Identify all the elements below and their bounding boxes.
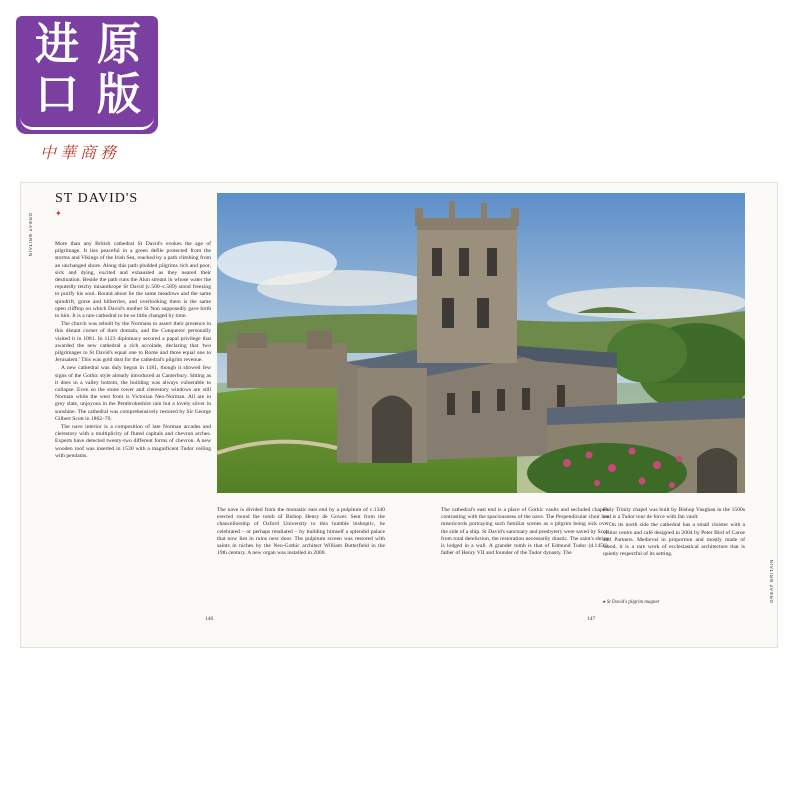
paragraph: Holy Trinity chapel was built by Bishop Vaughan in the 1500s and is a Tudor tour de force with fan vault. [603,507,745,521]
paragraph: The church was rebuilt by the Normans to assert their presence in this distant corner of their domain, and the Conqueror personally visited it in 1081. In 1123 diplomacy secured a papal privilege that awarded the new cathedral a rich accolade, declaring that 'two pilgrimages to St David's equal one to Rome and three equal one to Jerusalem.' This was gold dust for the cathedral's pilgrim revenue. [55,321,211,364]
book-spread [20,182,778,648]
cathedral-illustration [217,193,745,493]
paragraph: A new cathedral was duly begun in 1181, though it showed few signs of the Gothic style already introduced at Canterbury. Sitting as it does in a valley bottom, the building was always vulnerable to collapse. Even so the stone tower and clerestory windows are still Norman while the west front is Victorian Neo-Norman. All are in grey slate, unjoyous in the Pembrokeshire rain but a lovely silver in sunshine. The cathedral was comprehensively restored by Sir George Gilbert Scott in 1862–70. [55,365,211,422]
side-label-left: GREAT BRITAIN [28,213,33,258]
badge-char-4: 版 [97,69,141,120]
text-column-1 [55,241,211,461]
badge-char-2: 原 [97,19,141,70]
paragraph: The nave is divided from the monastic east end by a pulpitum of c.1340 erected round the tomb of Bishop Henry de Gower. Sent from the chancellorship of Oxford University to this humble bishopric, he celebrated – or perhaps retaliated – by building himself a splendid palace that now lies in ruins next door. The pulpitum screen was restored with saints in niches by the Neo-Gothic architect William Butterfield in the 19th century. A new organ was installed in 2000. [217,507,385,557]
paragraph: On its north side the cathedral has a small cloister with a visitor centre and café designed in 2004 by Peter Bird of Caroe and Partners. Medieval in proportion and mostly made of wood, it is a rare work of ecclesiastical architecture that is quietly respectful of its setting. [603,522,745,558]
page-number-left: 146 [205,616,214,622]
paragraph: The cathedral's east end is a place of Gothic vaults and secluded chapels contrasting with the spaciousness of the nave. The Perpendicular choir has misericords portraying such familiar scenes as a pilgrim being sick over the side of a ship. St David's sanctuary and presbytery were saved by Scott from total dereliction, the restoration necessarily drastic. The saint's shrine is lodged in a wall. A grander tomb is that of Edmund Tudor (d.1456), father of Henry VII and founder of the Tudor dynasty. The [441,507,609,557]
cathedral-photo [217,193,745,493]
text-column-3 [441,507,609,558]
photo-caption: ▸ St David's pilgrim magnet [603,600,660,605]
badge-char-3: 口 [35,69,79,120]
paragraph: The nave interior is a composition of late Norman arcades and clerestory with a multiplicity of fluted capitals and chevron arches. Experts have detected twenty-two different forms of chevron. A new wooden roof was inserted in 1530 with a magnificent Tudor ceiling with pendants. [55,424,211,459]
page-title: ST DAVID'S [55,191,139,206]
text-column-4 [603,507,745,559]
side-label-right: GREAT BRITAIN [769,558,774,603]
badge-text [26,20,150,120]
text-column-2 [217,507,385,558]
import-edition-badge [16,16,158,136]
ornament-icon: ✦ [55,209,62,218]
paragraph: More than any British cathedral St David's evokes the age of pilgrimage. It lies peaceful in a green defile protected from the storms and Vikings of the Irish Sea, reached by a path climbing from an unchanged shore. Along this path plodded pilgrims rich and poor, sick and dying, excited and exhausted as they neared their destination. Beside the path runs the Alun stream in whose water the reputedly tetchy misanthrope St David (c.500–c.589) stood freezing to purify his soul. Round about lie the same meadows and the same spindrift, gorse and bilberries, and overlooking them is the same open clifftop on which David's mother St Non supposedly gave birth to him. It is a rare cathedral to be so little changed by time. [55,241,211,320]
page-number-right: 147 [587,616,596,622]
publisher-logo-text: 中華商務 [40,143,121,162]
badge-char-1: 进 [35,19,79,70]
